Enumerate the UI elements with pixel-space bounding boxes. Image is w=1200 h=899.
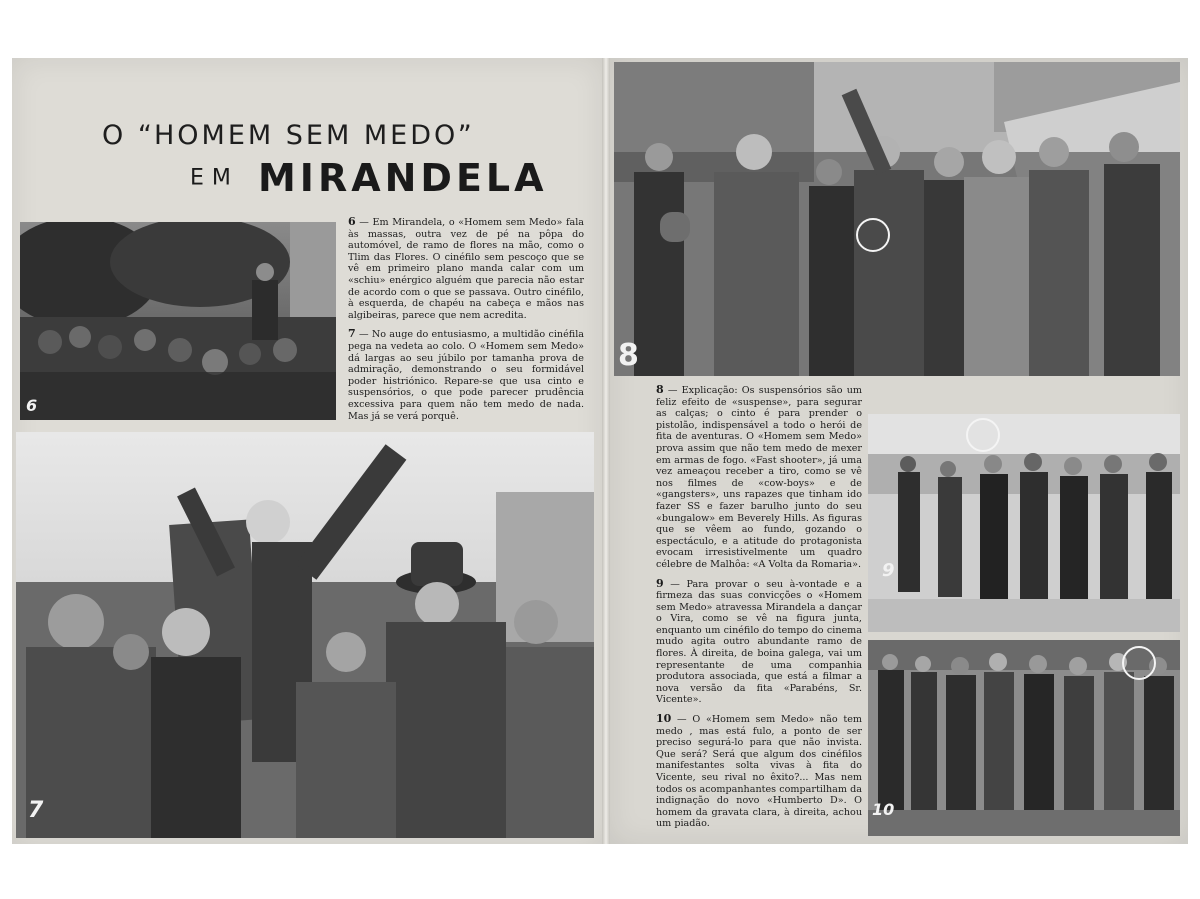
caption-7 xyxy=(348,328,584,422)
photo-9-highlight-circle xyxy=(966,418,1000,452)
caption-column-left xyxy=(348,216,584,429)
center-fold xyxy=(602,58,610,844)
photo-8 xyxy=(614,62,1180,376)
photo-10-number: 10 xyxy=(872,800,895,819)
photo-10 xyxy=(868,640,1180,836)
caption-column-right xyxy=(656,384,862,837)
caption-10-number: 10 xyxy=(656,712,672,726)
photo-6-number: 6 xyxy=(26,396,38,415)
caption-7-number: 7 xyxy=(348,327,356,341)
caption-6 xyxy=(348,216,584,321)
photo-9-image xyxy=(868,414,1180,632)
right-page xyxy=(610,58,1188,844)
photo-8-number: 8 xyxy=(618,338,639,373)
headline-em: EM xyxy=(190,165,239,191)
caption-6-text: — Em Mirandela, o «Homem sem Medo» fala às massas, outra vez de pé na pôpa do automóvel, de ramo de flores na mão, como o Tlim das Flores. O cinéfilo sem pescoço que se vê em primeiro plano manda calar com um «schiu» enérgico alguém que parecia não estar de acordo com o que se passava. Outro cinéfilo, à esquerda, de chapéu na cabeça e mãos nas algibeiras, parece que nem acredita. xyxy=(348,217,584,321)
caption-9-text: — Para provar o seu à-vontade e a firmeza das suas convicções o «Homem sem Medo» atravessa Mirandela a dançar o Vira, como se vê na figura junta, enquanto um cinéfilo do tempo do cinema mudo agita outro abundante ramo de flores. À direita, de boina galega, vai um representante de uma companhia produtora associada, que está a filmar a nova versão da fita «Parabéns, Sr. Vicente». xyxy=(656,578,862,706)
photo-6-image xyxy=(20,222,336,420)
caption-10 xyxy=(656,713,862,830)
photo-8-highlight-circle xyxy=(856,218,890,252)
caption-7-text: — No auge do entusiasmo, a multidão cinéfila pega na vedeta ao colo. O «Homem sem Medo» dá largas ao seu júbilo por tamanha prova de admiração, demonstrando o seu formidável poder histriónico. Repare-se que usa cinto e suspensórios, o que pode parecer prudência excessiva para quem não tem medo de nada. Mas já se verá porquê. xyxy=(348,329,584,422)
photo-7 xyxy=(16,432,594,838)
headline-city: MIRANDELA xyxy=(257,156,548,200)
caption-8 xyxy=(656,384,862,571)
caption-8-number: 8 xyxy=(656,383,664,396)
caption-10-text: — O «Homem sem Medo» não tem medo , mas está fulo, a ponto de ser preciso segurá-lo para que não invista. Que será? Será que algum dos cinéfilos manifestantes solta vivas à fita do Vicente, seu rival no êxito?... Mas nem todos os acompanhantes compartilham da indignação do novo «Humberto D». O homem da gravata clara, à direita, achou um piadão. xyxy=(656,714,862,830)
photo-7-number: 7 xyxy=(28,798,44,823)
left-page xyxy=(12,58,602,844)
photo-10-highlight-circle xyxy=(1122,646,1156,680)
photo-9-number: 9 xyxy=(882,560,895,581)
caption-9-number: 9 xyxy=(656,576,664,590)
magazine-spread xyxy=(12,58,1188,844)
photo-8-image xyxy=(614,62,1180,376)
photo-7-image xyxy=(16,432,594,838)
headline-line-1: O “HOMEM SEM MEDO” xyxy=(102,120,475,151)
caption-9 xyxy=(656,578,862,707)
caption-8-text: — Explicação: Os suspensórios são um feliz efeito de «suspense», para segurar as calças; o cinto é para prender o pistolão, indispensável a todo o herói de fita de aventuras. O «Homem sem Medo» prova assim que não tem medo de mexer em armas de fogo. «Fast shooter», já uma vez ameaçou receber a tiro, como se vê nos filmes de «cow-boys» e de «gangsters», uns rapazes que tinham ido fazer SS e fazer barulho junto do seu «bungalow» em Beverely Hills. As figuras que se vêem ao fundo, gozando o espectáculo, e a atitude do protagonista evocam irresistivelmente um quadro célebre de Malhôa: «A Volta da Romaria». xyxy=(656,385,862,570)
headline-line-2 xyxy=(190,156,548,200)
caption-6-number: 6 xyxy=(348,215,356,228)
photo-6 xyxy=(20,222,336,420)
photo-9 xyxy=(868,414,1180,632)
